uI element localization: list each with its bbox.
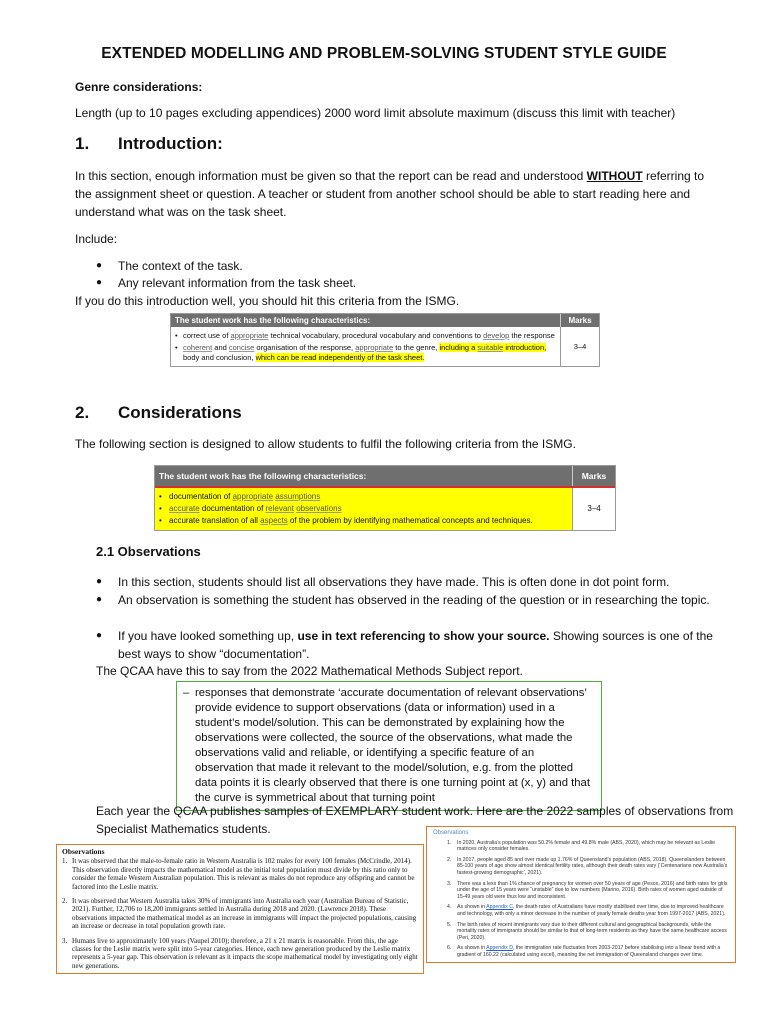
sample-item-number: 3. <box>62 936 68 945</box>
bullet-icon: ● <box>96 594 103 605</box>
bullet-icon: ● <box>96 260 103 271</box>
bullet-icon: ● <box>96 630 103 641</box>
observations-heading: 2.1 Observations <box>96 544 201 559</box>
crit-highlight: introduction, <box>503 343 547 352</box>
criteria-item <box>175 331 556 341</box>
genre-text: Length (up to 10 pages excluding appendices) 2000 word limit absolute maximum (discuss this limit with teacher) <box>75 106 676 120</box>
appendix-d-link[interactable]: Appendix D <box>486 945 513 952</box>
crit-term: aspects <box>260 516 288 525</box>
sample-item-text: As shown in <box>457 904 487 911</box>
sample-item-text: , the immigration rate fluctuates from 2003-2017 before stabilising into a linear trend with a gradient of 160.22 (calculated using excel), meaning the net immigration of Queensland changes over time. <box>457 945 721 958</box>
qcaa-quote-text: responses that demonstrate ‘accurate documentation of relevant observations’ provide evidence to support observations (data or information) used in a student’s model/solution. This can be demonstrated by explaining how the observations were collected, the source of the observations, what made the observations valid and reliable, or identifying a specific feature of an observation that made it relevant to the model/solution, e.g. from the plotted data points it is clearly observed that there is one turning point at (x, y) and that the curve is symmetrical about that turning point <box>195 687 590 804</box>
crit-term: concise <box>228 343 255 352</box>
considerations-number: 2. <box>75 403 90 422</box>
crit-highlight: including a <box>439 343 478 352</box>
sample-item <box>433 904 729 917</box>
criteria-item <box>159 503 568 515</box>
obs-bullet <box>96 573 716 591</box>
ismg-criteria-table-1 <box>170 313 600 367</box>
intro-bullet-text: The context of the task. <box>118 259 243 273</box>
considerations-heading <box>75 403 242 423</box>
crit-text: accurate translation of all <box>169 516 261 525</box>
intro-para-part: referring to the assignment sheet or question. A teacher or student from another school should be able to start reading here and understand what was on the task sheet. <box>75 169 705 219</box>
intro-after-text: If you do this introduction well, you should hit this criteria from the ISMG. <box>75 294 460 308</box>
crit-highlight: which can be read independently of the task sheet. <box>255 353 425 362</box>
criteria-item <box>159 515 568 527</box>
bullet-icon: • <box>175 331 178 340</box>
bullet-icon: • <box>159 492 162 501</box>
sample-item-number: 1. <box>447 839 452 846</box>
obs-bullet-bold: use in text referencing to show your source. <box>297 629 550 643</box>
sample-item-number: 1. <box>62 857 68 866</box>
bullet-icon: ● <box>96 576 103 587</box>
crit-text: the response <box>509 331 555 340</box>
sample-item-text: There was a less than 1% chance of pregnancy for women over 50 years of age (Pesce, 2016) and birth rates for girls under the age of 15 years were “unstable” due to low numbers (Marino, 2016). Birth rates of women aged outside of 15-49 years old were thus low and inconsistent. <box>457 880 728 900</box>
crit-term: relevant <box>265 504 294 513</box>
intro-para-part: In this section, enough information must be given so that the report can be read and understood <box>75 169 587 183</box>
sample-item-text: It was observed that the male-to-female ratio in Western Australia is 102 males for every 100 females (McCrindle, 2014). This observation directly impacts the mathematical model as the initial total population must divide by this ratio only to consider the female Western Australian population. This is relevant as males do not reproduce any offspring and cannot be factored into the Leslie matrix. <box>72 857 415 891</box>
sample-item <box>433 922 729 942</box>
criteria-header: The student work has the following characteristics: <box>159 471 367 481</box>
qcaa-quote-box <box>176 681 602 811</box>
bullet-icon: • <box>175 343 178 352</box>
sample-item <box>62 897 418 931</box>
intro-paragraph <box>75 167 723 221</box>
crit-text: technical vocabulary, procedural vocabulary and conventions to <box>268 331 484 340</box>
crit-term: coherent <box>183 343 213 352</box>
sample-item-number: 6. <box>447 945 452 952</box>
intro-bullet <box>96 274 356 292</box>
considerations-heading-text: Considerations <box>118 403 242 422</box>
sample-item-text: Humans live to approximately 100 years (Vaupel 2010); therefore, a 21 x 21 matrix is reasonable. From this, the age classes for the Leslie matrix were split into 5-year categories. Hence, each new generation produced by the Leslie matrix represents a 5-year gap. This observation is relevant as it impacts the scope mathematical model by investigating only eight new generations. <box>72 936 418 970</box>
sample-heading: Observations <box>433 830 469 836</box>
obs-bullet-text: Showing sources is one of the best ways to show “documentation”. <box>118 629 713 661</box>
sample-heading: Observations <box>62 847 105 856</box>
crit-text: of the problem by identifying mathematical concepts and techniques. <box>287 516 533 525</box>
crit-text: documentation of <box>169 492 233 501</box>
crit-term: appropriate <box>355 343 394 352</box>
bullet-icon: ● <box>96 277 103 288</box>
marks-value: 3–4 <box>560 327 599 366</box>
sample-item-text: It was observed that Western Australia takes 30% of immigrants into Australia each year (Australian Bureau of Statistic, 2021). Further, 12,706 to 18,200 immigrants settled in Australia during 2018 and 2020. (Lawrence 2018). These observations impacted the mathematical model as an increase in immigrants will impact the projected populations, causing an increase or decrease in total population growth rate. <box>72 897 417 931</box>
include-label: Include: <box>75 232 118 246</box>
bullet-icon: • <box>159 516 162 525</box>
criteria-header: The student work has the following characteristics: <box>175 316 371 325</box>
criteria-body-row <box>171 327 599 366</box>
appendix-c-link[interactable]: Appendix C <box>486 904 513 911</box>
crit-highlight-term: suitable <box>477 343 504 352</box>
obs-bullet <box>96 591 716 609</box>
sample-item-text: In 2020, Australia’s population was 50.2% female and 49.8% male (ABS, 2020), which may be relevant as Leslie matrices only consider females. <box>457 839 715 853</box>
genre-heading: Genre considerations: <box>75 80 203 94</box>
intro-number: 1. <box>75 134 90 153</box>
criteria-body-row <box>155 488 615 530</box>
intro-heading <box>75 134 223 154</box>
intro-bullet-text: Any relevant information from the task sheet. <box>118 276 357 290</box>
marks-value: 3–4 <box>572 488 615 530</box>
sample-item-text: As shown in <box>457 945 487 952</box>
sample-item <box>433 945 729 958</box>
crit-term: observations <box>296 504 342 513</box>
sample-item <box>433 840 729 853</box>
crit-text: correct use of <box>183 331 231 340</box>
sample-item-number: 4. <box>447 904 452 911</box>
crit-term: appropriate <box>232 492 274 501</box>
crit-term: accurate <box>169 504 200 513</box>
crit-text: body and conclusion, <box>183 353 256 362</box>
sample-item-number: 5. <box>447 921 452 928</box>
marks-header: Marks <box>560 314 599 327</box>
ismg-criteria-table-2 <box>154 465 616 531</box>
sample-item-number: 2. <box>62 897 68 906</box>
sample-item <box>433 857 729 877</box>
qcaa-intro: The QCAA have this to say from the 2022 Mathematical Methods Subject report. <box>96 664 523 678</box>
intro-heading-text: Introduction: <box>118 134 223 153</box>
sample-observations-left <box>56 844 424 974</box>
crit-text: documentation of <box>199 504 266 513</box>
criteria-item <box>175 343 556 363</box>
document-title: EXTENDED MODELLING AND PROBLEM-SOLVING STUDENT STYLE GUIDE <box>101 45 667 62</box>
crit-text: organisation of the response, <box>254 343 356 352</box>
criteria-header-row <box>171 314 599 327</box>
intro-bullet <box>96 257 243 275</box>
crit-text: to the genre, <box>393 343 440 352</box>
quote-dash: – <box>183 687 190 699</box>
obs-bullet-text: An observation is something the student has observed in the reading of the question or in researching the topic. <box>118 593 710 607</box>
obs-bullet-text: If you have looked something up, <box>118 629 298 643</box>
crit-term: appropriate <box>230 331 269 340</box>
sample-item-number: 2. <box>447 856 452 863</box>
sample-item <box>62 937 418 971</box>
bullet-icon: • <box>159 504 162 513</box>
criteria-list <box>155 488 572 530</box>
sample-item <box>433 881 729 901</box>
obs-bullet <box>96 627 716 663</box>
considerations-intro: The following section is designed to allow students to fulfil the following criteria from the ISMG. <box>75 437 576 451</box>
criteria-item <box>159 491 568 503</box>
criteria-list <box>171 327 560 366</box>
sample-item-text: The birth rates of recent immigrants vary due to their different cultural and geographical backgrounds, while the mortality rates of immigrants should be similar to that of long-term residents as they have the same healthcare access (Peri, 2020). <box>457 921 727 941</box>
crit-term: develop <box>483 331 510 340</box>
crit-text: and <box>212 343 229 352</box>
criteria-header-row <box>155 466 615 488</box>
sample-item <box>62 857 418 891</box>
crit-term: assumptions <box>275 492 321 501</box>
intro-para-emphasis: WITHOUT <box>586 169 643 183</box>
marks-header: Marks <box>572 466 615 486</box>
obs-bullet-text: In this section, students should list all observations they have made. This is often done in dot point form. <box>118 575 670 589</box>
sample-item-number: 3. <box>447 880 452 887</box>
sample-observations-right <box>426 826 736 963</box>
samples-intro: Each year the QCAA publishes samples of EXEMPLARY student work. Here are the 2022 samples of observations from Specialist Mathematics students. <box>96 804 734 836</box>
sample-item-text: , the death rates of Australians have mostly stabilised over time, due to improved healthcare and technology, with only a minor decrease in the number of yearly female deaths year from 1997-2017 (ABS, 2021). <box>457 904 726 917</box>
sample-item-text: In 2017, people aged 85 and over made up 1.76% of Queensland’s population (ABS, 2018). Queenslanders between 85-100 years of age show almost identical fertility rates, although their death rates vary (‘Centenarians now Australia’s fastest-growing demographic’, 2021). <box>457 856 728 876</box>
